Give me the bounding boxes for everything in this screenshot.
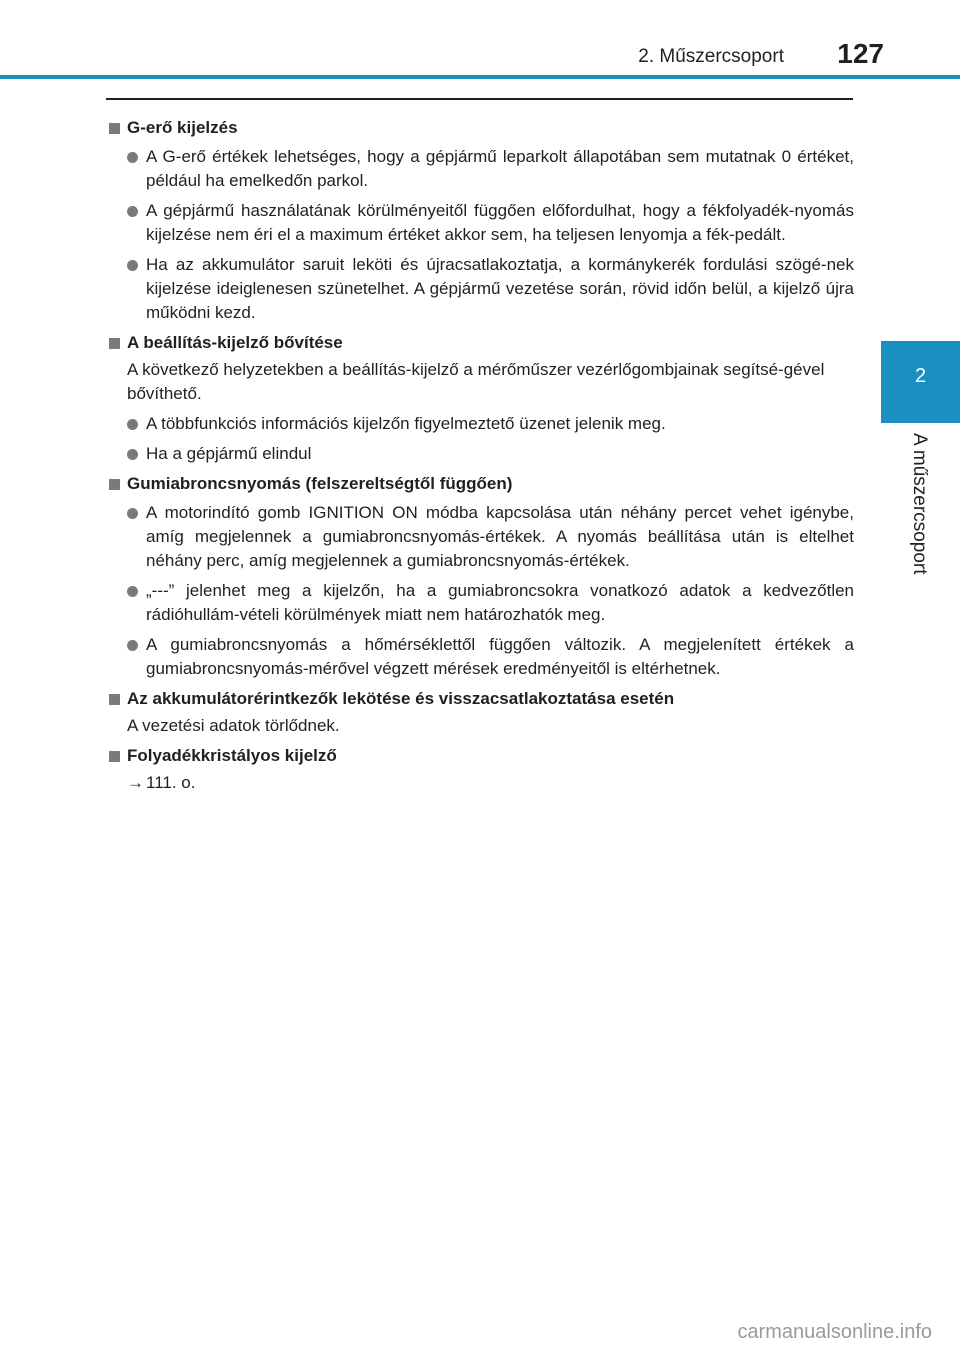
watermark: carmanualsonline.info: [737, 1321, 932, 1343]
square-bullet-icon: [109, 479, 120, 490]
list-item: [108, 442, 854, 466]
header-rule: [0, 75, 960, 79]
round-bullet-icon: [127, 206, 138, 217]
list-item-text: Ha a gépjármű elindul: [146, 444, 312, 463]
page-number: 127: [837, 38, 884, 69]
list-item-text: A gumiabroncsnyomás a hőmérséklettől függően változik. A megjelenített értékek a gumiabroncsnyomás-mérővel végzett mérések eredményeitől is eltérhetnek.: [146, 635, 854, 678]
square-bullet-icon: [109, 123, 120, 134]
list-item-text: A többfunkciós információs kijelzőn figyelmeztető üzenet jelenik meg.: [146, 414, 666, 433]
page-reference[interactable]: [108, 771, 854, 795]
round-bullet-icon: [127, 640, 138, 651]
section-paragraph: A következő helyzetekben a beállítás-kijelző a mérőműszer vezérlőgombjainak segítsé-gével bővíthető.: [127, 360, 825, 403]
list-item-text: A G-erő értékek lehetséges, hogy a gépjármű leparkolt állapotában sem mutatnak 0 értéket, például ha emelkedőn parkol.: [146, 147, 854, 190]
section-heading-text: Folyadékkristályos kijelző: [127, 746, 337, 765]
page-reference-link[interactable]: 111. o.: [146, 773, 196, 792]
list-item: [108, 501, 854, 573]
section-heading: [108, 744, 854, 768]
list-item: [108, 253, 854, 325]
round-bullet-icon: [127, 508, 138, 519]
section-heading: [108, 331, 854, 355]
arrow-right-icon: →: [127, 773, 144, 792]
list-item-text: A gépjármű használatának körülményeitől függően előfordulhat, hogy a fékfolyadék-nyomás kijelzése nem éri el a maximum értéket akkor sem, ha teljesen lenyomja a fék-pedált.: [146, 201, 854, 244]
round-bullet-icon: [127, 152, 138, 163]
chapter-tab-label: A műszercsoport: [909, 433, 930, 575]
list-item-text: A motorindító gomb IGNITION ON módba kapcsolása után néhány percet vehet igénybe, amíg megjelennek a gumiabroncsnyomás-értékek. A nyomás beállítása után is eltelhet néhány perc, amíg megjelennek a gumiabroncsnyomás-értékek.: [146, 503, 854, 570]
list-item: [108, 145, 854, 193]
list-item: [108, 633, 854, 681]
list-item: [108, 199, 854, 247]
chapter-tab[interactable]: [881, 341, 960, 423]
round-bullet-icon: [127, 449, 138, 460]
page-content: [108, 112, 854, 801]
round-bullet-icon: [127, 586, 138, 597]
section-heading: [108, 116, 854, 140]
section-heading-text: A beállítás-kijelző bővítése: [127, 333, 343, 352]
square-bullet-icon: [109, 751, 120, 762]
section-title: 2. Műszercsoport: [638, 46, 784, 67]
list-item: [108, 579, 854, 627]
section-heading-text: G-erő kijelzés: [127, 118, 238, 137]
section-heading: [108, 687, 854, 711]
list-item: [108, 412, 854, 436]
section-heading-text: Gumiabroncsnyomás (felszereltségtől függően): [127, 474, 513, 493]
square-bullet-icon: [109, 694, 120, 705]
round-bullet-icon: [127, 419, 138, 430]
square-bullet-icon: [109, 338, 120, 349]
round-bullet-icon: [127, 260, 138, 271]
list-item-text: „---” jelenhet meg a kijelzőn, ha a gumiabroncsokra vonatkozó adatok a kedvezőtlen rádióhullám-vételi körülmények miatt nem határozhatók meg.: [146, 581, 854, 624]
section-heading-text: Az akkumulátorérintkezők lekötése és visszacsatlakoztatása esetén: [127, 689, 675, 708]
page-header: [0, 0, 960, 80]
content-divider: [106, 98, 853, 100]
chapter-tab-number: 2: [914, 365, 927, 387]
section-paragraph: A vezetési adatok törlődnek.: [127, 716, 340, 735]
section-heading: [108, 472, 854, 496]
list-item-text: Ha az akkumulátor saruit leköti és újracsatlakoztatja, a kormánykerék fordulási szögé-nek kijelzése ideiglenesen szünetelhet. A gépjármű vezetése során, rövid időn belül, a kijelző újra működni kezd.: [146, 255, 854, 322]
